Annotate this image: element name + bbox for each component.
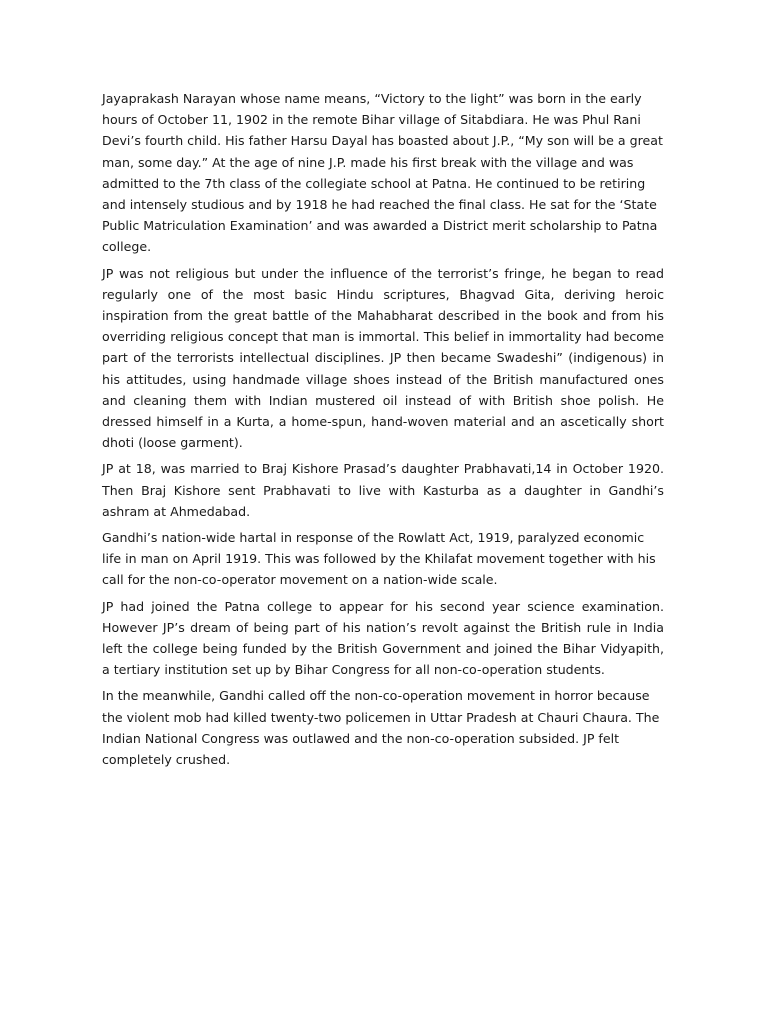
paragraph-religion: JP was not religious but under the influence of the terrorist’s fringe, he began to read regularly one of the most basic Hindu scriptures, Bhagvad Gita, deriving heroic inspiration from the great battle of the Mahabharat described in the book and from his overriding religious concept that man is immortal. This belief in immortality had become part of the terrorists intellectual disciplines. JP then became Swadeshi” (indigenous) in his attitudes, using handmade village shoes instead of the British manufactured ones and cleaning them with Indian mustered oil instead of with British shoe polish. He dressed himself in a Kurta, a home-spun, hand-woven material and an ascetically short dhoti (loose garment). — [102, 265, 664, 451]
paragraph-birth: Jayaprakash Narayan whose name means, “Victory to the light” was born in the early hours of October 11, 1902 in the remote Bihar village of Sitabdiara. He was Phul Rani Devi’s fourth child. His father Harsu Dayal has boasted about J.P., “My son will be a great man, some day.” At the age of nine J.P. made his first break with the village and was admitted to the 7th class of the collegiate school at Patna. He continued to be retiring and intensely studious and by 1918 he had reached the final class. He sat for the ‘State Public Matriculation Examination’ and was awarded a District merit scholarship to Patna college. — [102, 91, 663, 255]
paragraph-marriage: JP at 18, was married to Braj Kishore Prasad’s daughter Prabhavati,14 in October 1920. Then Braj Kishore sent Prabhavati to live with Kasturba as a daughter in Gandhi’s ashram at Ahmedabad. — [102, 461, 664, 519]
paragraph-college: JP had joined the Patna college to appear for his second year science examination. However JP’s dream of being part of his nation’s revolt against the British rule in India left the college being funded by the British Government and joined the Bihar Vidyapith, a tertiary institution set up by Bihar Congress for all non-co-operation students. — [102, 598, 664, 678]
paragraph-hartal: Gandhi’s nation-wide hartal in response of the Rowlatt Act, 1919, paralyzed economic life in man on April 1919. This was followed by the Khilafat movement together with his call for the non-co-operator movement on a nation-wide scale. — [102, 530, 656, 588]
document-body — [102, 88, 664, 775]
paragraph-non-cooperation: In the meanwhile, Gandhi called off the non-co-operation movement in horror because the violent mob had killed twenty-two policemen in Uttar Pradesh at Chauri Chaura. The Indian National Congress was outlawed and the non-co-operation subsided. JP felt completely crushed. — [102, 688, 660, 768]
